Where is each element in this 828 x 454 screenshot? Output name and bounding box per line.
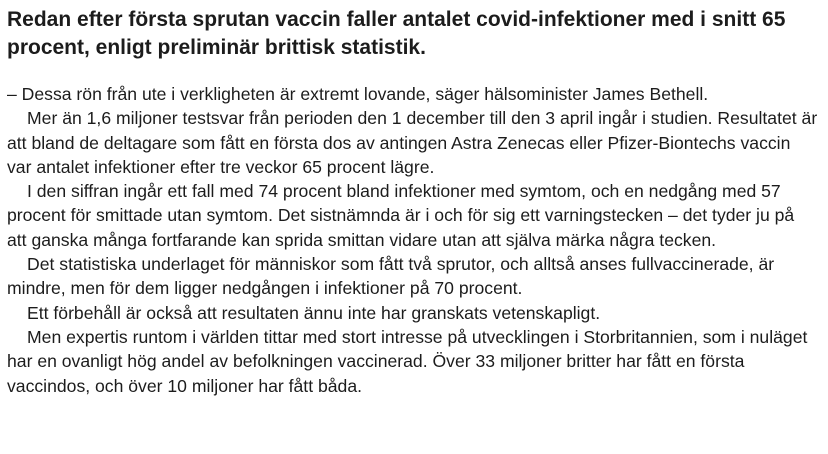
article-headline: Redan efter första sprutan vaccin faller antalet covid-infektioner med i snitt 65 procent, enligt preliminär brittisk statistik. bbox=[7, 8, 786, 59]
article-paragraph-quote: – Dessa rön från ute i verkligheten är extremt lovande, säger hälsominister James Bethell. bbox=[7, 84, 709, 104]
article-paragraph: Mer än 1,6 miljoner testsvar från perioden den 1 december till den 3 april ingår i studien. Resultatet är att bland de deltagare som fått en första dos av antingen Astra Zenecas eller Pfizer-Biontechs vaccin var antalet infektioner efter tre veckor 65 procent lägre. bbox=[7, 108, 818, 177]
article-paragraph: Det statistiska underlaget för människor som fått två sprutor, och alltså anses fullvaccinerade, är mindre, men för dem ligger nedgången i infektioner på 70 procent. bbox=[7, 254, 775, 299]
article-paragraph: Ett förbehåll är också att resultaten ännu inte har granskats vetenskapligt. bbox=[27, 302, 601, 323]
article-paragraph: I den siffran ingår ett fall med 74 procent bland infektioner med symtom, och en nedgång med 57 procent för smittade utan symtom. Det sistnämnda är i och för sig ett varningstecken – det tyder ju på att ganska många fortfarande kan sprida smittan vidare utan att själva märka några tecken. bbox=[7, 181, 795, 250]
article-body bbox=[7, 82, 818, 398]
article-paragraph: Men expertis runtom i världen tittar med stort intresse på utvecklingen i Storbritannien, som i nuläget har en ovanligt hög andel av befolkningen vaccinerad. Över 33 miljoner britter har fått en första vaccindos, och över 10 miljoner har fått båda. bbox=[7, 326, 808, 396]
